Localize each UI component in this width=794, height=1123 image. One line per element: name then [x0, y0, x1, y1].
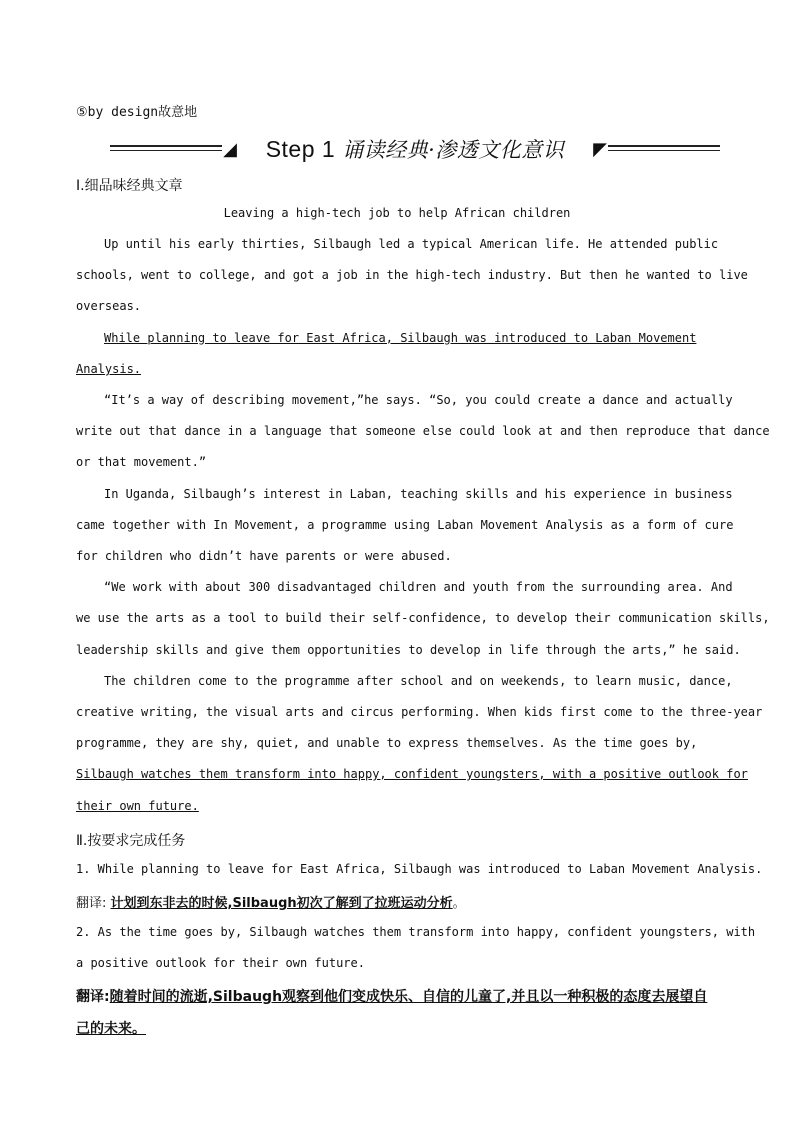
- question-1: 1. While planning to leave for East Africa, Silbaugh was introduced to Laban Movement Analysis.: [76, 862, 763, 876]
- answer-2-line-2: [76, 1018, 718, 1038]
- answer-2-text: 随着时间的流逝,Silbaugh观察到他们变成快乐、自信的儿童了,并且以一种积极的态度去展望自: [109, 989, 708, 1005]
- article-line: overseas.: [76, 299, 142, 313]
- banner-subtitle: 诵读经典·渗透文化意识: [342, 138, 565, 162]
- article-title: Leaving a high-tech job to help African children: [223, 206, 571, 220]
- vocab-note: ⑤by design故意地: [76, 105, 198, 120]
- section-heading-2: Ⅱ.按要求完成任务: [76, 833, 186, 849]
- article-line: In Uganda, Silbaugh’s interest in Laban, teaching skills and his experience in business: [104, 487, 733, 501]
- section-heading-1: Ⅰ.细品味经典文章: [76, 178, 183, 194]
- article-line: for children who didn’t have parents or were abused.: [76, 549, 452, 563]
- question-2-line-2: a positive outlook for their own future.: [76, 956, 365, 970]
- answer-1-end: 。: [452, 896, 466, 911]
- banner-mark-left: ◢: [223, 138, 237, 160]
- answer-2-text-cont: 己的未来。: [76, 1021, 146, 1037]
- banner-title: [238, 134, 592, 164]
- answer-2-label: 翻译:: [76, 989, 110, 1005]
- answer-1-label: 翻译:: [76, 896, 107, 911]
- banner-step: Step 1: [265, 136, 343, 162]
- article-line: “It’s a way of describing movement,”he says. “So, you could create a dance and actually: [104, 393, 733, 407]
- answer-1-text: 计划到东非去的时候,Silbaugh初次了解到了拉班运动分析: [110, 896, 453, 911]
- article-line: their own future.: [76, 799, 199, 813]
- article-line: Up until his early thirties, Silbaugh led a typical American life. He attended public: [104, 237, 719, 251]
- banner-rule-left: [110, 144, 222, 154]
- article-line: Analysis.: [76, 362, 142, 376]
- article-line: Silbaugh watches them transform into happy, confident youngsters, with a positive outlook for: [76, 767, 748, 781]
- banner-mark-right: ◤: [593, 138, 607, 160]
- question-2-line-1: 2. As the time goes by, Silbaugh watches them transform into happy, confident youngsters, with: [76, 925, 756, 939]
- article-line: schools, went to college, and got a job in the high-tech industry. But then he wanted to live: [76, 268, 748, 282]
- article-line: While planning to leave for East Africa, Silbaugh was introduced to Laban Movement: [104, 331, 697, 345]
- answer-1: [76, 892, 466, 911]
- step-banner: [110, 134, 720, 164]
- article-line: write out that dance in a language that someone else could look at and then reproduce that dance: [76, 424, 770, 438]
- answer-2-line-1: [76, 986, 718, 1006]
- article-line: we use the arts as a tool to build their self-confidence, to develop their communication skills,: [76, 611, 770, 625]
- article-line: came together with In Movement, a programme using Laban Movement Analysis as a form of cure: [76, 518, 734, 532]
- article-line: creative writing, the visual arts and circus performing. When kids first come to the three-year: [76, 705, 763, 719]
- article-line: “We work with about 300 disadvantaged children and youth from the surrounding area. And: [104, 580, 733, 594]
- article-line: or that movement.”: [76, 455, 207, 469]
- article-line: The children come to the programme after school and on weekends, to learn music, dance,: [104, 674, 733, 688]
- article-line: leadership skills and give them opportunities to develop in life through the arts,” he said.: [76, 643, 741, 657]
- article-line: programme, they are shy, quiet, and unable to express themselves. As the time goes by,: [76, 736, 698, 750]
- banner-rule-right: [608, 144, 720, 154]
